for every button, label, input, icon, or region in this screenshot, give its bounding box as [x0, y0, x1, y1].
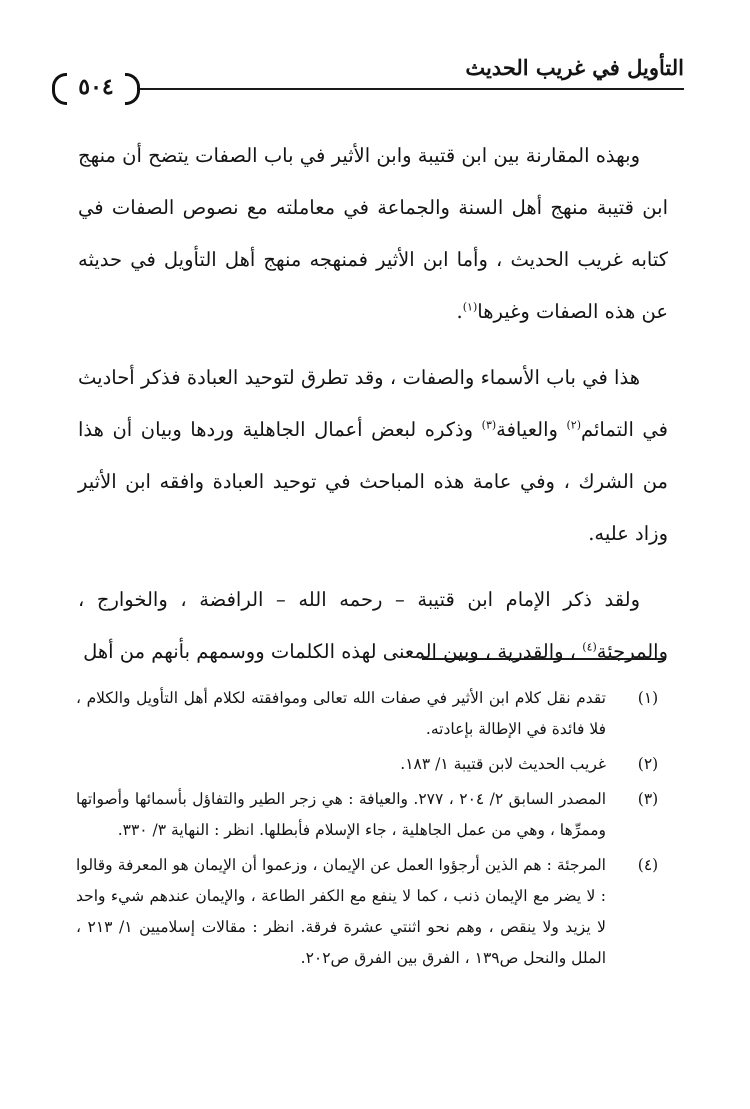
left-bracket-ornament	[52, 73, 67, 105]
footnote-number: (٤)	[637, 856, 659, 874]
footnote-text: تقدم نقل كلام ابن الأثير في صفات الله تعالى وموافقته لكلام أهل التأويل والكلام ، فلا فائدة في الإطالة بإعادته.	[76, 689, 606, 738]
page-header	[64, 55, 684, 103]
footnote-text: المرجئة : هم الذين أرجؤوا العمل عن الإيمان ، وزعموا أن الإيمان هو المعرفة وقالوا : لا يضر مع الإيمان ذنب ، كما لا ينفع مع الكفر الطاعة ، والإيمان عندهم شيء واحد لا يزيد ولا ينقص ، وهم نحو اثنتي عشرة فرقة. انظر : مقالات إسلاميين ١/ ٢١٣ ، الملل والنحل ص١٣٩ ، الفرق بين الفرق ص٢٠٢.	[76, 856, 606, 967]
footnotes	[76, 683, 668, 978]
page-number-frame	[52, 73, 140, 103]
footnote-4	[76, 850, 668, 974]
paragraph-1-text: وبهذه المقارنة بين ابن قتيبة وابن الأثير في باب الصفات يتضح أن منهج ابن قتيبة منهج أهل السنة والجماعة في معاملته مع نصوص الصفات في كتابه غريب الحديث ، وأما ابن الأثير فمنهجه منهج أهل التأويل في حديثه عن هذه الصفات وغيرها	[78, 144, 668, 323]
footnote-ref-4: (٤)	[582, 640, 597, 654]
header-rule	[64, 88, 684, 90]
paragraph-2	[78, 352, 668, 560]
footnote-number: (٣)	[637, 790, 659, 808]
footnote-2	[76, 749, 668, 780]
paragraph-2-text-c: وذكره لبعض أعمال الجاهلية وردها وبيان أن هذا من الشرك ، وفي عامة هذه المباحث في توحيد العبادة وافقه ابن الأثير وزاد عليه.	[78, 418, 668, 545]
footnote-ref-3: (٣)	[481, 418, 497, 432]
footnote-separator	[422, 658, 666, 660]
paragraph-1-end: .	[456, 300, 463, 323]
paragraph-3-text-a: ولقد ذكر الإمام ابن قتيبة – رحمه الله – الرافضة ، والخوارج ، والمرجئة	[78, 588, 668, 663]
footnote-number: (١)	[637, 689, 659, 707]
paragraph-3-text-b: ، والقدرية ، وبين المعنى لهذه الكلمات ووسمهم بأنهم من أهل	[83, 640, 583, 663]
footnote-text: غريب الحديث لابن قتيبة ١/ ١٨٣.	[400, 755, 606, 773]
footnote-number: (٢)	[637, 755, 659, 773]
main-text	[78, 130, 668, 692]
footnote-ref-1: (١)	[462, 300, 478, 314]
footnote-3	[76, 784, 668, 846]
paragraph-1	[78, 130, 668, 338]
running-title: التأويل في غريب الحديث	[465, 55, 684, 80]
paragraph-2-text-a: هذا في باب الأسماء والصفات ، وقد تطرق لتوحيد العبادة فذكر أحاديث في التمائم	[78, 366, 668, 441]
footnote-ref-2: (٢)	[566, 418, 582, 432]
paragraph-2-text-b: والعيافة	[496, 418, 567, 441]
footnote-1	[76, 683, 668, 745]
paragraph-3	[78, 574, 668, 678]
footnote-text: المصدر السابق ٢/ ٢٠٤ ، ٢٧٧. والعيافة : هي زجر الطير والتفاؤل بأسمائها وأصواتها وممرِّها ، وهي من عمل الجاهلية ، جاء الإسلام فأبطلها. انظر : النهاية ٣/ ٣٣٠.	[76, 790, 606, 839]
right-bracket-ornament	[125, 73, 140, 105]
page-number: ٥٠٤	[78, 74, 114, 100]
